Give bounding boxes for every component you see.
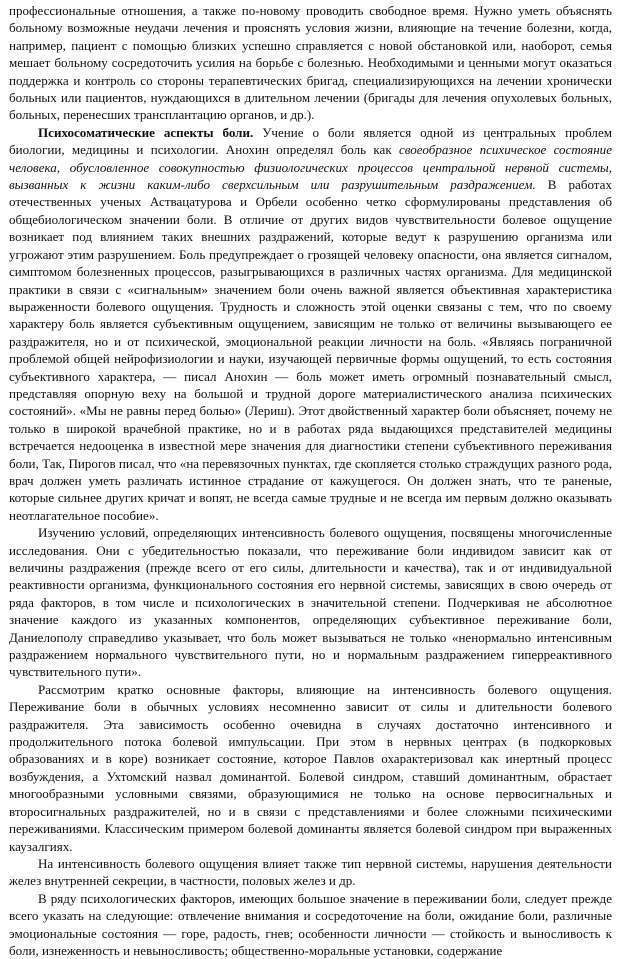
text-run: На интенсивность болевого ощущения влияет также тип нервной системы, нарушения деятельности желез внутренней секреции, в частности, половых желез и др.: [9, 855, 612, 889]
text-run: В работах отечественных ученых Аствацатурова и Орбели особенно четко сформулированы представления об общебиологическом значении боли. В отличие от других видов чувствительности болевое ощущение возникает под влиянием таких внешних раздражений, которые ведут к разрушению организма или угрожают этим разрушением. Боль предупреждает о грозящей человеку опасности, она является сигналом, симптомом болезненных процессов, разыгрывающихся в различных частях организма. Для медицинской практики в связи с «сигнальным» значением боли очень важной является объективная характеристика выраженности болевого ощущения. Трудность и сложность этой оценки связаны с тем, что по своему характеру боль является субъективным ощущением, зависящим не только от величины вызывающего ее раздражителя, но и от психической, эмоциональной реакции личности на боль. «Являясь пограничной проблемой общей нейрофизиологии и науки, изучающей первичные формы ощущений, то есть состояния субъективного характера, — писал Анохин — боль может иметь огромный познавательный смысл, представляя опорную веху на большой и трудной дороге материалистического анализа психических состояний». «Мы не равны перед болью» (Лериш). Этот двойственный характер боли объясняет, почему не только в широкой врачебной практике, но и в работах ряда выдающихся представителей медицины встречается недооценка в известной мере значения для диагностики степени субъективного переживания боли, Так, Пирогов писал, что «на перевязочных пунктах, где скопляется столько страждущих разного рода, врач должен уметь различать истинное страдание от кажущегося. Он должен знать, что те раненые, которые сильнее других кричат и вопят, не всегда самые трудные и не всегда им первым должно оказывать неотлагательное пособие».: [9, 177, 612, 523]
italic-definition: своеобразное психическое состояние человека, обусловленное совокупностью физиологических процессов центральной нервной системы, вызванных к жизни каким-либо сверхсильным или разрушительным раздражением.: [9, 142, 612, 193]
paragraph: [9, 681, 612, 855]
text-run: Учение о боли является одной из центральных проблем биологии, медицины и психологии. Анохин определял боль как: [9, 124, 612, 158]
section-heading: Психосоматические аспекты боли.: [38, 124, 254, 140]
paragraph: [9, 524, 612, 681]
paragraph: [9, 124, 612, 524]
text-run: Рассмотрим кратко основные факторы, влияющие на интенсивность болевого ощущения. Переживание боли в обычных условиях несомненно зависит от силы и длительности болевого раздражителя. Эта зависимость особенно очевидна в случаях достаточно интенсивного и продолжительного потока болевой импульсации. При этом в нервных центрах (в подкорковых образованиях и в коре) возникает состояние, которое Павлов охарактеризовал как инертный процесс возбуждения, а Ухтомский назвал доминантой. Болевой синдром, ставший доминантным, обрастает многообразными условными связями, образующимися не только на основе первосигнальных и второсигнальных раздражителей, но и в связи с представлениями и более сложными психическими переживаниями. Классическим примером болевой доминанты является болевой синдром при выраженных каузалгиях.: [9, 681, 612, 854]
paragraph: [9, 855, 612, 890]
text-run: В ряду психологических факторов, имеющих большое значение в переживании боли, следует прежде всего указать на следующие: отвлечение внимания и сосредоточение на боли, ожидание боли, различные эмоциональные состояния — горе, радость, гнев; особенности личности — стойкость и выносливость к боли, изнеженность и невыносливость; общественно-моральные установки, содержание: [9, 890, 612, 958]
paragraph: [9, 2, 612, 124]
text-run: профессиональные отношения, а также по-новому проводить свободное время. Нужно уметь объяснять больному возможные неудачи лечения и прояснять условия жизни, влияющие на течение болезни, когда, например, пациент с помощью близких успешно справляется с новой обстановкой или, наоборот, семья мешает больному сосредоточить усилия на борьбе с болезнью. Необходимыми и ценными могут оказаться поддержка и контроль со стороны терапевтических бригад, специализирующихся на лечении хронически больных или пациентов, нуждающихся в длительном лечении (бригады для лечения опухолевых больных, больных, перенесших трансплантацию органов, и др.).: [9, 3, 612, 123]
paragraph: [9, 890, 612, 959]
text-run: Изучению условий, определяющих интенсивность болевого ощущения, посвящены многочисленные исследования. Они с убедительностью показали, что переживание боли индивидом зависит как от величины раздражения (прежде всего от его силы, длительности и качества), так и от индивидуальной реактивности организма, функционального состояния его нервной системы, зависящих в свою очередь от ряда факторов, в том числе и психологических в значительной степени. Подчеркивая не абсолютное значение каждого из указанных компонентов, определяющих субъективное переживание боли, Даниелополу справедливо указывает, что боль может вызываться не только «ненормально интенсивным раздражением нормального чувствительного пути, но и нормальным раздражением гиперреактивного чувствительного пути».: [9, 525, 612, 680]
